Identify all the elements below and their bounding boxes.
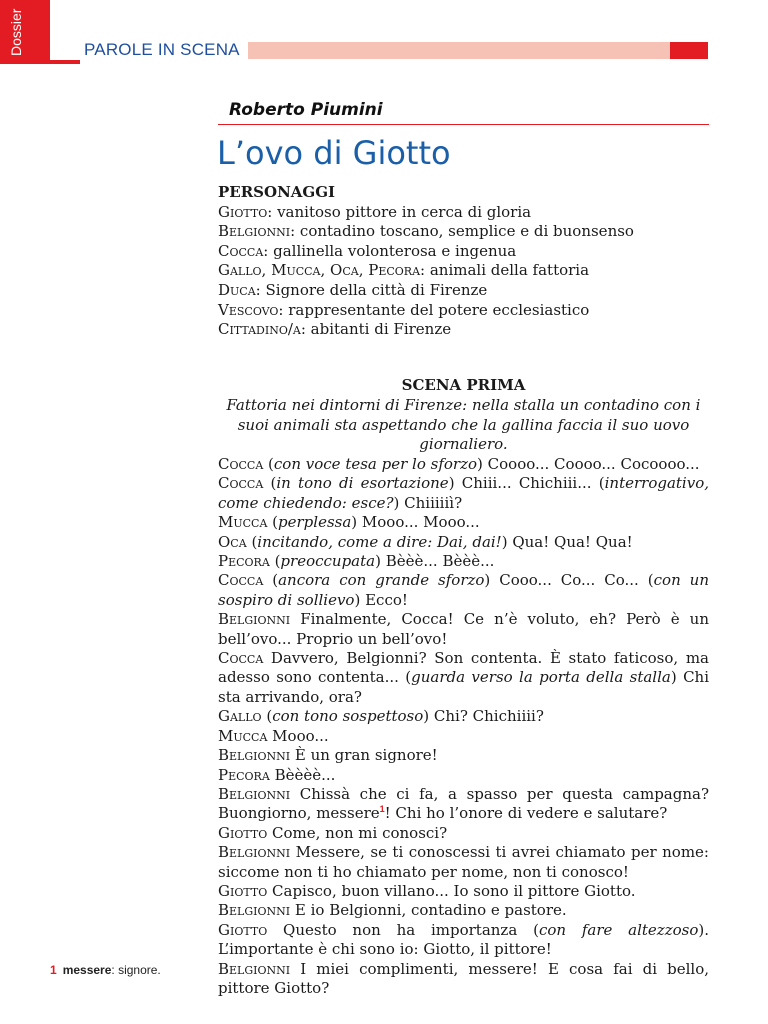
character-item	[218, 222, 709, 242]
speaker-name: Mucca	[218, 726, 268, 745]
line-text: (	[246, 532, 258, 551]
speaker-name: Cocca	[218, 455, 264, 473]
dialogue-line	[218, 474, 709, 513]
speaker-name: Belgionni	[218, 901, 291, 920]
character-description: : rappresentante del potere ecclesiastico	[278, 300, 590, 319]
speaker-name: Giotto	[218, 881, 268, 900]
character-name: Cocca	[218, 241, 264, 260]
line-text: Mooo...	[267, 726, 329, 745]
line-text: ) Chiiiiiì?	[393, 493, 463, 512]
dialogue-line	[218, 455, 709, 474]
speaker-name: Cocca	[218, 571, 264, 590]
line-text: ) Chi sta arrivando, ora?	[218, 668, 710, 706]
dialogue-line	[218, 766, 709, 785]
line-text: (	[263, 474, 277, 493]
line-text: ) Coooo... Coooo... Cocoooo...	[477, 455, 700, 473]
header-bar-accent	[670, 42, 708, 59]
speaker-name: Belgionni	[218, 610, 291, 629]
line-text: Messere, se ti conoscessi ti avrei chiamato per nome: siccome non ti ho chiamato per nome, non ti conosco!	[218, 843, 709, 881]
dialogue-line	[218, 571, 709, 610]
title-rule	[218, 124, 709, 125]
speaker-name: Belgionni	[218, 784, 291, 803]
character-item	[218, 301, 709, 321]
stage-direction: incitando, come a dire: Dai, dai!	[257, 532, 502, 551]
dialogue-line	[218, 921, 709, 960]
character-name: Cittadino/a	[218, 320, 301, 339]
line-text: ! Chi ho l’onore di vedere e salutare?	[384, 804, 668, 823]
footnote-ref: 1	[379, 804, 385, 815]
speaker-name: Mucca	[218, 513, 268, 532]
character-item	[218, 242, 709, 262]
line-text: Bèèèè...	[269, 765, 336, 784]
speaker-name: Giotto	[218, 920, 268, 939]
line-text: È un gran signore!	[290, 746, 438, 765]
dialogue-line	[218, 610, 709, 649]
line-text: ) Qua! Qua! Qua!	[501, 532, 633, 551]
character-item	[218, 261, 709, 281]
character-name: Giotto	[218, 202, 268, 221]
line-text: ) Chi? Chichiiii?	[423, 707, 544, 726]
speaker-name: Giotto	[218, 823, 268, 842]
character-name: Belgionni	[218, 222, 291, 241]
character-description: : animali della fattoria	[420, 261, 590, 280]
stage-direction: interrogativo, come chiedendo: esce?	[218, 474, 709, 512]
dialogue-line	[218, 901, 709, 920]
characters-list	[218, 183, 709, 340]
dialogue-line	[218, 843, 709, 882]
dialogue-line	[218, 552, 709, 571]
character-description: : vanitoso pittore in cerca di gloria	[267, 202, 532, 221]
line-text: Capisco, buon villano... Io sono il pittore Giotto.	[267, 881, 636, 900]
dialogue-line	[218, 785, 709, 824]
dossier-label: Dossier	[8, 8, 24, 56]
line-text: (	[269, 552, 281, 571]
stage-direction: preoccupata	[280, 552, 376, 571]
stage-direction: perplessa	[278, 513, 352, 532]
dialogue-line	[218, 707, 709, 726]
character-description: : Signore della città di Firenze	[255, 280, 488, 299]
stage-direction: ancora con grande sforzo	[278, 571, 485, 590]
speaker-name: Oca	[218, 532, 247, 551]
footnote-number: 1	[50, 963, 57, 977]
line-text: (	[267, 513, 279, 532]
page-title: L’ovo di Giotto	[217, 134, 451, 172]
speaker-name: Cocca	[218, 649, 264, 668]
dialogue-line	[218, 533, 709, 552]
character-description: : contadino toscano, semplice e di buonsenso	[290, 222, 634, 241]
characters-items	[218, 203, 709, 340]
line-text: ) Bèèè... Bèèè...	[375, 552, 495, 571]
characters-heading: PERSONAGGI	[218, 183, 336, 201]
speaker-name: Belgionni	[218, 746, 291, 765]
stage-direction: con un sospiro di sollievo	[218, 571, 710, 609]
dialogue-line	[218, 513, 709, 532]
footnote-term: messere	[62, 963, 112, 977]
stage-direction: con voce tesa per lo sforzo	[273, 455, 478, 473]
dialogue-line	[218, 824, 709, 843]
line-text: ) Cooo... Co... Co... (	[484, 571, 654, 590]
line-text: (	[263, 455, 274, 473]
stage-direction: guarda verso la porta della stalla	[411, 668, 671, 687]
speaker-name: Pecora	[218, 552, 270, 571]
character-item	[218, 203, 709, 223]
tab-underline	[0, 60, 80, 64]
line-text: Chissà che ci fa, a spasso per questa campagna? Buongiorno, messere	[218, 784, 709, 823]
line-text: ) Mooo... Mooo...	[351, 513, 480, 532]
line-text: ). L’importante è chi sono io: Giotto, il pittore!	[218, 920, 709, 959]
character-name: Vescovo	[218, 300, 279, 319]
dialogue-line	[218, 960, 709, 999]
line-text: Davvero, Belgionni? Son contenta. È stato faticoso, ma adesso sono contenta... (	[218, 649, 709, 687]
scene-heading: SCENA PRIMA	[401, 376, 526, 394]
character-item	[218, 281, 709, 301]
author: Roberto Piumini	[229, 100, 383, 120]
dossier-tab	[0, 0, 50, 60]
stage-direction: in tono di esortazione	[276, 474, 449, 493]
line-text: Finalmente, Cocca! Ce n’è voluto, eh? Però è un bell’ovo... Proprio un bell’ovo!	[218, 610, 709, 648]
stage-direction: con fare altezzoso	[538, 920, 699, 939]
speaker-name: Cocca	[218, 474, 264, 493]
footnote-definition: : signore.	[111, 963, 161, 977]
character-description: : gallinella volonterosa e ingenua	[263, 241, 517, 260]
speaker-name: Pecora	[218, 765, 270, 784]
speaker-name: Belgionni	[218, 959, 291, 978]
character-item	[218, 320, 709, 340]
line-text: I miei complimenti, messere! E cosa fai di bello, pittore Giotto?	[218, 959, 709, 997]
scene-description: Fattoria nei dintorni di Firenze: nella stalla un contadino con i suoi animali sta aspettando che la gallina faccia il suo uovo giornaliero.	[226, 396, 701, 453]
dialogue	[218, 455, 709, 998]
line-text: (	[263, 571, 279, 590]
dialogue-line	[218, 727, 709, 746]
footnote	[50, 963, 161, 977]
line-text: ) Chiii... Chichiii... (	[448, 474, 605, 493]
header-bar	[248, 42, 670, 59]
line-text: (	[261, 707, 273, 726]
dialogue-line	[218, 746, 709, 765]
character-description: : abitanti di Firenze	[300, 320, 452, 339]
section-title: PAROLE IN SCENA	[84, 40, 240, 59]
line-text: ) Ecco!	[354, 590, 408, 609]
dialogue-line	[218, 649, 709, 707]
character-name: Gallo, Mucca, Oca, Pecora	[218, 261, 421, 280]
stage-direction: con tono sospettoso	[272, 707, 424, 726]
line-text: Questo non ha importanza (	[267, 920, 539, 939]
line-text: E io Belgionni, contadino e pastore.	[290, 901, 567, 920]
speaker-name: Belgionni	[218, 843, 291, 862]
dialogue-line	[218, 882, 709, 901]
character-name: Duca	[218, 280, 256, 299]
speaker-name: Gallo	[218, 707, 262, 726]
line-text: Come, non mi conosci?	[267, 823, 448, 842]
